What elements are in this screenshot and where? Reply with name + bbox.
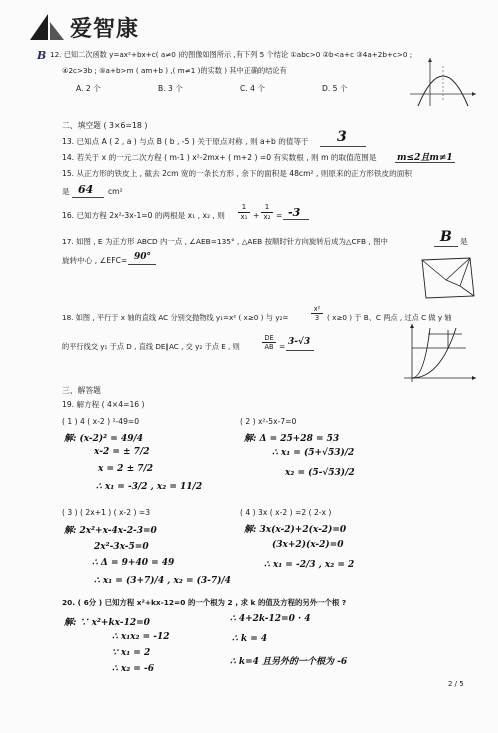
q20-work-left-1: 解: ∵ x²+kx-12=0 xyxy=(64,618,150,628)
q12-line2: ④2c>3b ; ⑤a+b>m ( am+b ) ,( m≠1 )的实数 ) 其中正确的结论有 xyxy=(62,66,287,75)
q19-part2-work-1: 解: Δ = 25+28 = 53 xyxy=(244,434,340,444)
logo-icon xyxy=(30,12,66,42)
q12-parabola-graph xyxy=(408,56,478,108)
q19-part1-work-4: ∴ x₁ = -3/2 , x₂ = 11/2 xyxy=(96,482,203,492)
q18-frac-den: 3 xyxy=(314,314,320,322)
q18-parabola-figure xyxy=(400,322,478,384)
section2-title: 二、填空题 ( 3×6=18 ) xyxy=(62,121,148,130)
q14-answer-line xyxy=(395,162,455,163)
q16-fraction-1 xyxy=(238,203,250,222)
q18-line1-tail: ( x≥0 ) 于 B、C 两点 , 过点 C 做 y 轴 xyxy=(327,313,452,322)
q20-work-left-2: ∴ x₁x₂ = -12 xyxy=(112,632,170,642)
q12-option-c: C. 4 个 xyxy=(240,84,265,93)
q18-frac-num: x² xyxy=(311,305,323,314)
q19-part3-work-3: ∴ Δ = 9+40 = 49 xyxy=(92,558,175,568)
q12-option-d: D. 5 个 xyxy=(322,84,348,93)
q12-line1: 12. 已知二次函数 y=ax²+bx+c( a≠0 )的图像如图所示 ,有下列 5 个结论 ①abc>0 ②b<a+c ③4a+2b+c>0 ; xyxy=(50,50,413,59)
q16-answer-line xyxy=(283,219,309,220)
q16-text: 16. 已知方程 2x²-3x-1=0 的两根是 x₁ , x₂ , 则 xyxy=(62,211,225,220)
q14-text: 14. 若关于 x 的一元二次方程 ( m-1 ) x²-2mx+ ( m+2 ) =0 有实数根 , 则 m 的取值范围是 xyxy=(62,153,377,162)
q19-part4-work-1: 解: 3x(x-2)+2(x-2)=0 xyxy=(244,525,347,535)
q18-line1: 18. 如图 , 平行于 x 轴的直线 AC 分别交抛物线 y₁=x² ( x≥0 ) 与 y₂= xyxy=(62,313,289,322)
q16-frac2-den: x₂ xyxy=(263,213,271,221)
q15-answer: 64 xyxy=(78,183,94,196)
q19-part4-work-3: ∴ x₁ = -2/3 , x₂ = 2 xyxy=(264,560,355,570)
q20-work-left-3: ∵ x₁ = 2 xyxy=(112,648,151,658)
q16-eq: = xyxy=(276,211,283,220)
q19-part3-label: ( 3 ) ( 2x+1 ) ( x-2 ) =3 xyxy=(62,508,151,517)
q20-work-right-1: ∴ 4+2k-12=0 · 4 xyxy=(230,614,311,624)
brand-logo xyxy=(30,10,170,44)
q19-part1-work-2: x-2 = ± 7/2 xyxy=(94,447,150,457)
q16-fraction-2 xyxy=(261,203,273,222)
q19-part4-work-2: (3x+2)(x-2)=0 xyxy=(272,540,344,550)
q18-fraction xyxy=(311,305,323,322)
q16-plus: + xyxy=(253,211,260,220)
brand-name: 爱智康 xyxy=(70,17,140,42)
q16-frac1-num: 1 xyxy=(238,203,250,213)
q13-answer-line xyxy=(320,146,366,147)
q17-answer-2: 90° xyxy=(134,252,152,262)
q15-prefix: 是 xyxy=(62,187,70,196)
page-number: 2 / 5 xyxy=(448,680,464,688)
q19-part3-work-2: 2x²-3x-5=0 xyxy=(94,542,149,552)
q19-part3-work-4: ∴ x₁ = (3+7)/4 , x₂ = (3-7)/4 xyxy=(94,576,231,586)
q12-option-b: B. 3 个 xyxy=(158,84,183,93)
q16-frac1-den: x₁ xyxy=(240,213,248,221)
q15-unit: cm² xyxy=(108,187,123,196)
q13-text: 13. 已知点 A ( 2 , a ) 与点 B ( b , -5 ) 关于原点对称 , 则 a+b 的值等于 xyxy=(62,137,309,146)
q18-ratio xyxy=(262,334,276,351)
q19-part2-work-3: x₂ = (5-√53)/2 xyxy=(285,468,355,478)
q17-tail: 是 xyxy=(460,237,468,246)
q18-answer: 3-√3 xyxy=(288,337,311,347)
q16-frac2-num: 1 xyxy=(261,203,273,213)
q19-part2-label: ( 2 ) x²-5x-7=0 xyxy=(240,417,297,426)
q19-part2-work-2: ∴ x₁ = (5+√53)/2 xyxy=(272,448,355,458)
q20-work-right-3: ∴ k=4 且另外的一个根为 -6 xyxy=(230,657,348,667)
q19-part1-work-3: x = 2 ± 7/2 xyxy=(98,464,154,474)
q12-answer-mark: B xyxy=(37,49,47,62)
q19-part1-work-1: 解: (x-2)² = 49/4 xyxy=(64,434,144,444)
q17-answer2-line xyxy=(128,264,156,265)
q19-part1-label: ( 1 ) 4 ( x-2 ) ²-49=0 xyxy=(62,417,140,426)
q14-answer: m≤2且m≠1 xyxy=(397,153,453,163)
q18-eq: = xyxy=(279,342,286,351)
q18-ratio-num: DE xyxy=(262,334,276,343)
q12-option-a: A. 2 个 xyxy=(76,84,101,93)
q19-part4-label: ( 4 ) 3x ( x-2 ) =2 ( 2-x ) xyxy=(240,508,332,517)
q17-answer-1: B xyxy=(440,229,452,245)
q18-ratio-den: AB xyxy=(264,343,274,351)
q20-work-right-2: ∴ k = 4 xyxy=(232,634,268,644)
q17-line2: 旋转中心 , ∠EFC= xyxy=(62,256,128,265)
q15-line1: 15. 从正方形的铁皮上 , 截去 2cm 宽的一条长方形 , 余下的面积是 48cm² , 则原来的正方形铁皮的面积 xyxy=(62,169,412,178)
q20-text: 20. ( 6分 ) 已知方程 x²+kx-12=0 的一个根为 2 , 求 k 的值及方程的另外一个根 ? xyxy=(62,598,347,607)
q16-answer: -3 xyxy=(288,206,301,219)
q19-title: 19. 解方程 ( 4×4=16 ) xyxy=(62,400,145,409)
q15-answer-line xyxy=(72,197,104,198)
q19-part3-work-1: 解: 2x²+x-4x-2-3=0 xyxy=(64,526,157,536)
q17-line1: 17. 如图 , E 为正方形 ABCD 内一点 , ∠AEB=135° , △AEB 按顺时针方向旋转后成为△CFB , 图中 xyxy=(62,237,388,246)
q18-line2: 的平行线交 y₁ 于点 D , 直线 DE∥AC , 交 y₂ 于点 E , 则 xyxy=(62,342,240,351)
q18-answer-line xyxy=(286,350,314,351)
q13-answer: 3 xyxy=(337,129,347,145)
q20-work-left-4: ∴ x₂ = -6 xyxy=(112,664,154,674)
q17-answer1-line xyxy=(434,246,458,247)
section3-title: 三、解答题 xyxy=(62,386,101,395)
q17-square-figure xyxy=(416,252,480,302)
